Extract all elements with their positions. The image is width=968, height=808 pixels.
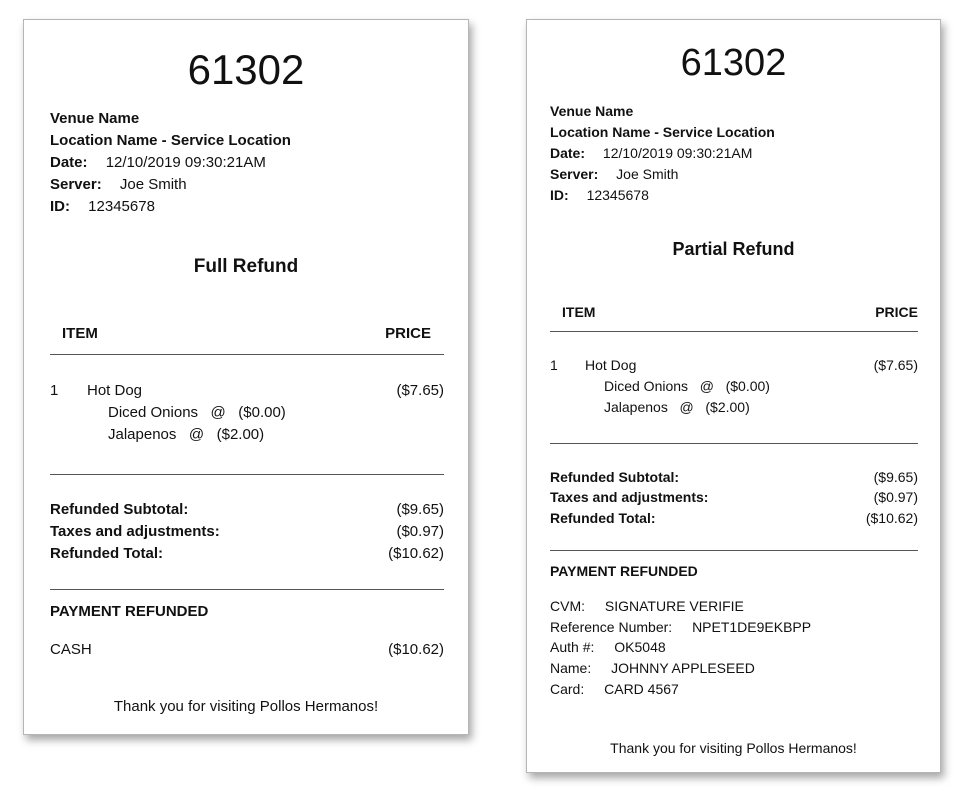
total-value: ($10.62) — [865, 510, 918, 526]
taxes-value: ($0.97) — [396, 523, 444, 540]
location-name: Location Name - Service Location — [550, 124, 775, 140]
payment-detail-value: NPET1DE9EKBPP — [692, 619, 812, 635]
totals-divider — [550, 550, 918, 551]
payment-detail-row — [550, 660, 755, 676]
item-name: Hot Dog — [585, 357, 637, 373]
subtotal-value: ($9.65) — [396, 501, 444, 518]
totals-divider — [50, 589, 444, 590]
payment-detail-row — [550, 681, 679, 697]
items-divider — [550, 443, 918, 444]
subtotal-value: ($9.65) — [873, 469, 918, 485]
server-value: Joe Smith — [616, 166, 679, 182]
payment-detail-label: Auth #: — [550, 639, 595, 655]
header-divider — [50, 354, 444, 355]
item-name: Hot Dog — [87, 382, 143, 399]
refund-title: Full Refund — [193, 256, 299, 277]
total-label: Refunded Total: — [550, 510, 656, 526]
date-label: Date: — [550, 145, 586, 161]
server-label: Server: — [550, 166, 599, 182]
item-modifier: Jalapenos @ ($2.00) — [604, 399, 750, 415]
server-row — [550, 166, 678, 182]
server-value: Joe Smith — [119, 176, 187, 193]
id-label: ID: — [50, 198, 70, 215]
payment-detail-value: JOHNNY APPLESEED — [611, 660, 755, 676]
refund-title: Partial Refund — [672, 239, 795, 259]
id-value: 12345678 — [586, 187, 649, 203]
items-divider — [50, 474, 444, 475]
item-modifier: Diced Onions @ ($0.00) — [108, 404, 286, 421]
price-column-header: PRICE — [875, 304, 918, 320]
id-row — [50, 198, 155, 215]
order-number: 61302 — [680, 42, 787, 84]
payment-detail-value: SIGNATURE VERIFIE — [604, 598, 744, 614]
payment-title: PAYMENT REFUNDED — [550, 563, 698, 579]
date-row — [50, 154, 266, 171]
item-column-header: ITEM — [562, 304, 596, 320]
taxes-value: ($0.97) — [873, 489, 918, 505]
date-value: 12/10/2019 09:30:21AM — [602, 145, 753, 161]
date-value: 12/10/2019 09:30:21AM — [105, 154, 266, 171]
total-value: ($10.62) — [388, 545, 444, 562]
taxes-label: Taxes and adjustments: — [50, 523, 220, 540]
date-row — [550, 145, 752, 161]
payment-detail-label: CVM: — [550, 598, 585, 614]
payment-detail-label: Card: — [550, 681, 585, 697]
payment-detail-row — [550, 619, 811, 635]
payment-detail-value: OK5048 — [614, 639, 666, 655]
server-label: Server: — [50, 176, 102, 193]
header-divider — [550, 331, 918, 332]
order-number: 61302 — [187, 46, 305, 93]
partial-refund-receipt — [526, 19, 941, 773]
id-value: 12345678 — [88, 198, 155, 215]
date-label: Date: — [50, 154, 88, 171]
payment-amount: ($10.62) — [388, 641, 444, 658]
payment-detail-value: CARD 4567 — [604, 681, 679, 697]
price-column-header: PRICE — [385, 325, 431, 342]
total-label: Refunded Total: — [50, 545, 164, 562]
item-price: ($7.65) — [873, 357, 918, 373]
footer-message: Thank you for visiting Pollos Hermanos! — [113, 698, 379, 715]
item-modifier: Jalapenos @ ($2.00) — [108, 426, 265, 443]
payment-title: PAYMENT REFUNDED — [50, 603, 209, 620]
server-row — [50, 176, 187, 193]
item-price: ($7.65) — [396, 382, 444, 399]
payment-method: CASH — [50, 641, 92, 658]
location-name: Location Name - Service Location — [50, 132, 291, 149]
venue-name: Venue Name — [550, 103, 634, 119]
item-qty: 1 — [550, 357, 558, 373]
payment-detail-row — [550, 639, 666, 655]
footer-message: Thank you for visiting Pollos Hermanos! — [610, 740, 857, 756]
subtotal-label: Refunded Subtotal: — [550, 469, 680, 485]
payment-detail-label: Reference Number: — [550, 619, 673, 635]
full-refund-receipt — [23, 19, 469, 735]
id-row — [550, 187, 649, 203]
payment-detail-row — [550, 598, 744, 614]
venue-name: Venue Name — [50, 110, 140, 127]
payment-detail-label: Name: — [550, 660, 592, 676]
taxes-label: Taxes and adjustments: — [550, 489, 709, 505]
item-column-header: ITEM — [62, 325, 98, 342]
item-modifier: Diced Onions @ ($0.00) — [604, 378, 770, 394]
item-qty: 1 — [50, 382, 59, 399]
id-label: ID: — [550, 187, 569, 203]
subtotal-label: Refunded Subtotal: — [50, 501, 189, 518]
